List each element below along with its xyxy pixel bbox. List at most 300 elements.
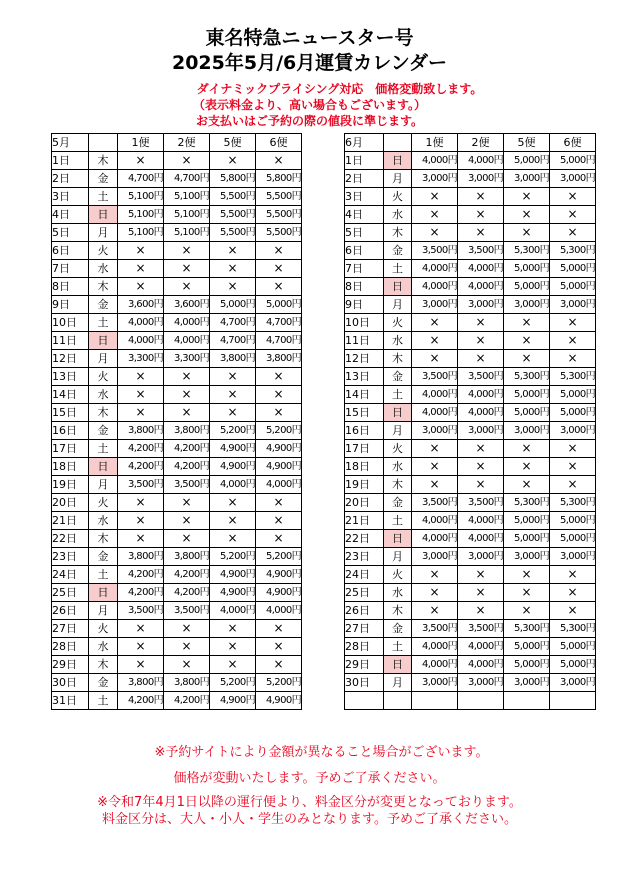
fare-cell: 3,000円 [412, 548, 458, 566]
weekday-header [89, 134, 118, 152]
table-row [345, 494, 596, 512]
empty-cell [550, 692, 596, 710]
weekday-cell: 金 [89, 296, 118, 314]
weekday-cell: 金 [89, 674, 118, 692]
day-cell: 12日 [345, 350, 384, 368]
table-row [345, 584, 596, 602]
fare-cell: × [256, 260, 302, 278]
fare-cell: × [210, 278, 256, 296]
weekday-cell: 金 [384, 242, 412, 260]
fare-cell: × [256, 386, 302, 404]
fare-cell: 4,000円 [458, 260, 504, 278]
day-cell: 1日 [345, 152, 384, 170]
fare-cell: 5,500円 [256, 188, 302, 206]
weekday-cell: 土 [384, 638, 412, 656]
bus-column-header: 5便 [210, 134, 256, 152]
fare-cell: 4,700円 [210, 332, 256, 350]
fare-cell: 3,500円 [412, 494, 458, 512]
fare-cell: 5,000円 [550, 278, 596, 296]
fare-cell: 5,000円 [550, 386, 596, 404]
table-row [345, 512, 596, 530]
day-cell: 9日 [345, 296, 384, 314]
day-cell: 20日 [52, 494, 89, 512]
pricing-note-2: （表示料金より、高い場合もございます。） [192, 98, 427, 112]
fare-cell: 4,000円 [412, 404, 458, 422]
weekday-cell: 日 [384, 278, 412, 296]
day-cell: 6日 [345, 242, 384, 260]
fare-cell: 4,000円 [458, 386, 504, 404]
fare-cell: 4,900円 [210, 584, 256, 602]
fare-cell: 4,000円 [118, 314, 164, 332]
fare-cell: × [164, 656, 210, 674]
table-row [345, 386, 596, 404]
fare-cell: × [504, 566, 550, 584]
fare-cell: 5,800円 [256, 170, 302, 188]
weekday-cell: 火 [89, 368, 118, 386]
fare-cell: × [550, 206, 596, 224]
fare-cell: × [550, 224, 596, 242]
day-cell: 24日 [52, 566, 89, 584]
day-cell: 16日 [52, 422, 89, 440]
fare-cell: × [164, 530, 210, 548]
may-fare-table [51, 133, 302, 710]
weekday-cell: 木 [89, 278, 118, 296]
weekday-cell: 土 [384, 260, 412, 278]
weekday-cell: 金 [384, 494, 412, 512]
calendar-title: 東名特急ニュースター号 [205, 27, 414, 49]
fare-cell: × [504, 458, 550, 476]
table-row [52, 314, 302, 332]
fare-cell: 4,000円 [118, 332, 164, 350]
fare-cell: × [412, 440, 458, 458]
fare-cell: 4,200円 [118, 584, 164, 602]
table-row [345, 368, 596, 386]
table-row [52, 602, 302, 620]
fare-cell: × [256, 656, 302, 674]
fare-cell: 3,600円 [118, 296, 164, 314]
fare-cell: 4,900円 [256, 458, 302, 476]
fare-cell: 4,000円 [256, 476, 302, 494]
day-cell: 8日 [52, 278, 89, 296]
day-cell: 23日 [345, 548, 384, 566]
table-row [345, 296, 596, 314]
fare-cell: × [550, 188, 596, 206]
fare-cell: × [210, 368, 256, 386]
day-cell: 25日 [52, 584, 89, 602]
fare-cell: × [164, 260, 210, 278]
fare-cell: 4,900円 [256, 566, 302, 584]
fare-cell: 3,500円 [164, 476, 210, 494]
fare-cell: × [118, 386, 164, 404]
fare-cell: × [458, 566, 504, 584]
fare-cell: × [458, 224, 504, 242]
fare-cell: 5,100円 [164, 188, 210, 206]
fare-cell: × [458, 314, 504, 332]
bus-column-header: 6便 [550, 134, 596, 152]
fare-cell: 4,900円 [210, 692, 256, 710]
weekday-cell: 日 [89, 332, 118, 350]
fare-cell: 4,000円 [164, 332, 210, 350]
fare-cell: × [550, 314, 596, 332]
fare-cell: × [504, 584, 550, 602]
table-row [52, 386, 302, 404]
fare-cell: 5,200円 [256, 422, 302, 440]
fare-cell: 5,800円 [210, 170, 256, 188]
month-label: 6月 [345, 134, 384, 152]
fare-cell: 3,800円 [118, 422, 164, 440]
fare-cell: 3,800円 [164, 422, 210, 440]
fare-cell: × [504, 224, 550, 242]
fare-cell: × [256, 620, 302, 638]
fare-cell: 4,200円 [164, 584, 210, 602]
table-row [345, 602, 596, 620]
weekday-cell: 日 [384, 152, 412, 170]
weekday-cell: 月 [89, 350, 118, 368]
fare-cell: 3,600円 [164, 296, 210, 314]
day-cell: 27日 [52, 620, 89, 638]
fare-cell: 5,500円 [210, 188, 256, 206]
weekday-cell: 木 [384, 476, 412, 494]
day-cell: 26日 [345, 602, 384, 620]
fare-cell: 3,000円 [458, 170, 504, 188]
weekday-cell: 月 [384, 296, 412, 314]
fare-cell: × [210, 260, 256, 278]
fare-cell: × [210, 242, 256, 260]
day-cell: 9日 [52, 296, 89, 314]
weekday-cell: 木 [384, 350, 412, 368]
table-row [52, 170, 302, 188]
weekday-cell: 月 [384, 170, 412, 188]
footer-note-2: 価格が変動いたします。予めご了承ください。 [173, 771, 446, 786]
day-cell: 23日 [52, 548, 89, 566]
footer-note-1: ※予約サイトにより金額が異なること場合がございます。 [154, 745, 489, 760]
day-cell: 10日 [52, 314, 89, 332]
fare-cell: 5,000円 [550, 530, 596, 548]
day-cell: 4日 [52, 206, 89, 224]
fare-cell: 5,000円 [504, 278, 550, 296]
table-row [52, 332, 302, 350]
table-header-row [52, 134, 302, 152]
day-cell: 30日 [345, 674, 384, 692]
fare-cell: × [118, 620, 164, 638]
fare-cell: 4,200円 [164, 440, 210, 458]
fare-cell: 3,800円 [256, 350, 302, 368]
weekday-cell: 水 [89, 260, 118, 278]
day-cell: 14日 [345, 386, 384, 404]
weekday-header [384, 134, 412, 152]
day-cell: 12日 [52, 350, 89, 368]
fare-cell: 5,100円 [118, 206, 164, 224]
fare-cell: 5,100円 [118, 224, 164, 242]
fare-cell: 4,700円 [164, 170, 210, 188]
weekday-cell: 土 [89, 440, 118, 458]
table-row [345, 278, 596, 296]
day-cell: 31日 [52, 692, 89, 710]
fare-cell: 4,000円 [412, 278, 458, 296]
fare-cell: 5,000円 [504, 386, 550, 404]
weekday-cell: 水 [384, 584, 412, 602]
table-row [345, 458, 596, 476]
fare-cell: × [458, 602, 504, 620]
table-row [345, 530, 596, 548]
table-row [52, 476, 302, 494]
fare-cell: 4,000円 [412, 512, 458, 530]
table-row [345, 656, 596, 674]
fare-cell: 5,500円 [210, 224, 256, 242]
weekday-cell: 土 [384, 386, 412, 404]
fare-cell: 3,000円 [412, 296, 458, 314]
fare-cell: 4,700円 [256, 314, 302, 332]
weekday-cell: 水 [384, 458, 412, 476]
fare-cell: 5,200円 [210, 548, 256, 566]
fare-cell: × [256, 368, 302, 386]
weekday-cell: 土 [384, 512, 412, 530]
table-row [52, 278, 302, 296]
table-row [52, 422, 302, 440]
fare-cell: 4,000円 [458, 656, 504, 674]
weekday-cell: 日 [384, 404, 412, 422]
weekday-cell: 木 [384, 602, 412, 620]
bus-column-header: 6便 [256, 134, 302, 152]
fare-cell: × [550, 602, 596, 620]
fare-cell: × [458, 350, 504, 368]
fare-cell: × [550, 332, 596, 350]
weekday-cell: 月 [384, 548, 412, 566]
day-cell: 13日 [345, 368, 384, 386]
weekday-cell: 日 [89, 206, 118, 224]
fare-cell: × [412, 584, 458, 602]
table-row [345, 224, 596, 242]
weekday-cell: 火 [89, 242, 118, 260]
table-row [345, 188, 596, 206]
weekday-cell: 月 [384, 422, 412, 440]
fare-cell: 3,000円 [458, 422, 504, 440]
fare-cell: × [256, 494, 302, 512]
table-row [52, 656, 302, 674]
fare-cell: × [210, 386, 256, 404]
table-row [52, 206, 302, 224]
pricing-note-1: ダイナミックプライシング対応 価格変動致します。 [196, 82, 483, 96]
day-cell: 5日 [345, 224, 384, 242]
fare-cell: × [118, 242, 164, 260]
table-row [345, 674, 596, 692]
fare-cell: × [210, 620, 256, 638]
fare-cell: × [210, 512, 256, 530]
table-row [52, 584, 302, 602]
fare-cell: 3,000円 [504, 296, 550, 314]
empty-cell [458, 692, 504, 710]
table-row [345, 620, 596, 638]
fare-cell: 5,200円 [256, 674, 302, 692]
day-cell: 24日 [345, 566, 384, 584]
table-row [345, 332, 596, 350]
fare-cell: × [550, 440, 596, 458]
weekday-cell: 水 [384, 332, 412, 350]
fare-cell: 3,500円 [458, 494, 504, 512]
table-row [345, 476, 596, 494]
fare-cell: 3,000円 [412, 170, 458, 188]
fare-cell: 3,800円 [210, 350, 256, 368]
day-cell: 1日 [52, 152, 89, 170]
footer-note-3: ※令和7年4月1日以降の運行便より、料金区分が変更となっております。 [97, 795, 522, 810]
fare-cell: × [118, 656, 164, 674]
day-cell: 22日 [345, 530, 384, 548]
fare-cell: 4,000円 [458, 512, 504, 530]
day-cell: 16日 [345, 422, 384, 440]
fare-cell: × [118, 638, 164, 656]
fare-cell: × [458, 584, 504, 602]
fare-cell: × [412, 332, 458, 350]
fare-cell: 5,300円 [550, 620, 596, 638]
fare-cell: 4,900円 [256, 440, 302, 458]
fare-cell: 3,000円 [412, 674, 458, 692]
fare-cell: × [256, 530, 302, 548]
table-row [345, 440, 596, 458]
fare-cell: × [118, 260, 164, 278]
fare-cell: 5,000円 [504, 530, 550, 548]
june-fare-table [344, 133, 596, 710]
weekday-cell: 木 [384, 224, 412, 242]
fare-cell: 4,200円 [164, 566, 210, 584]
fare-cell: × [256, 278, 302, 296]
fare-cell: 5,200円 [210, 422, 256, 440]
fare-cell: 5,000円 [256, 296, 302, 314]
day-cell: 28日 [345, 638, 384, 656]
fare-cell: × [504, 314, 550, 332]
table-row [52, 224, 302, 242]
day-cell: 3日 [52, 188, 89, 206]
fare-cell: 5,000円 [550, 404, 596, 422]
weekday-cell: 火 [384, 314, 412, 332]
fare-cell: × [504, 332, 550, 350]
weekday-cell: 火 [384, 440, 412, 458]
empty-cell [412, 692, 458, 710]
fare-cell: 4,000円 [412, 260, 458, 278]
day-cell: 8日 [345, 278, 384, 296]
day-cell: 28日 [52, 638, 89, 656]
fare-cell: 5,300円 [504, 620, 550, 638]
weekday-cell: 土 [89, 566, 118, 584]
fare-cell: × [256, 512, 302, 530]
fare-cell: × [164, 638, 210, 656]
weekday-cell: 火 [89, 494, 118, 512]
weekday-cell: 月 [89, 476, 118, 494]
fare-cell: 3,300円 [118, 350, 164, 368]
fare-cell: 4,200円 [118, 440, 164, 458]
fare-cell: × [256, 242, 302, 260]
fare-cell: 4,200円 [118, 566, 164, 584]
fare-cell: × [164, 278, 210, 296]
weekday-cell: 月 [89, 224, 118, 242]
fare-cell: 5,500円 [210, 206, 256, 224]
fare-cell: 4,000円 [458, 638, 504, 656]
weekday-cell: 金 [89, 548, 118, 566]
weekday-cell: 木 [89, 530, 118, 548]
table-row [52, 440, 302, 458]
table-row [52, 260, 302, 278]
fare-cell: × [550, 350, 596, 368]
fare-cell: × [412, 350, 458, 368]
fare-cell: 3,500円 [412, 368, 458, 386]
day-cell: 18日 [52, 458, 89, 476]
fare-cell: 4,200円 [164, 458, 210, 476]
day-cell: 25日 [345, 584, 384, 602]
table-row [52, 350, 302, 368]
empty-cell [384, 692, 412, 710]
weekday-cell: 土 [89, 188, 118, 206]
fare-cell: 3,000円 [550, 170, 596, 188]
fare-cell: 5,000円 [504, 512, 550, 530]
table-row [52, 296, 302, 314]
fare-cell: 4,000円 [458, 152, 504, 170]
fare-cell: 5,000円 [504, 260, 550, 278]
day-cell: 4日 [345, 206, 384, 224]
fare-cell: 4,700円 [256, 332, 302, 350]
day-cell: 17日 [52, 440, 89, 458]
fare-cell: × [118, 152, 164, 170]
day-cell: 15日 [345, 404, 384, 422]
fare-cell: 4,200円 [118, 692, 164, 710]
fare-cell: × [412, 224, 458, 242]
fare-cell: 3,500円 [164, 602, 210, 620]
fare-cell: × [412, 602, 458, 620]
fare-cell: 3,000円 [458, 296, 504, 314]
fare-cell: 4,900円 [210, 458, 256, 476]
table-row [52, 638, 302, 656]
fare-cell: × [118, 512, 164, 530]
fare-cell: 3,800円 [164, 548, 210, 566]
fare-cell: 4,200円 [118, 458, 164, 476]
fare-cell: × [550, 458, 596, 476]
table-header-row [345, 134, 596, 152]
fare-cell: 3,500円 [412, 242, 458, 260]
table-row [52, 692, 302, 710]
day-cell: 11日 [52, 332, 89, 350]
fare-cell: 3,000円 [504, 548, 550, 566]
footer-note-4: 料金区分は、大人・小人・学生のみとなります。予めご了承ください。 [102, 812, 517, 827]
day-cell: 20日 [345, 494, 384, 512]
empty-cell [504, 692, 550, 710]
fare-cell: 4,000円 [458, 404, 504, 422]
fare-cell: × [164, 242, 210, 260]
weekday-cell: 木 [89, 152, 118, 170]
fare-cell: 4,200円 [164, 692, 210, 710]
table-row [345, 350, 596, 368]
fare-cell: 4,900円 [256, 692, 302, 710]
fare-cell: 3,000円 [550, 422, 596, 440]
day-cell: 10日 [345, 314, 384, 332]
fare-cell: 3,000円 [550, 296, 596, 314]
fare-cell: 4,000円 [412, 530, 458, 548]
fare-cell: 5,000円 [550, 512, 596, 530]
weekday-cell: 日 [384, 656, 412, 674]
fare-cell: 3,000円 [412, 422, 458, 440]
table-row [52, 494, 302, 512]
weekday-cell: 水 [89, 638, 118, 656]
fare-cell: 5,000円 [550, 260, 596, 278]
day-cell: 18日 [345, 458, 384, 476]
calendar-subtitle: 2025年5月/6月運賃カレンダー [171, 52, 448, 74]
fare-cell: × [550, 584, 596, 602]
fare-cell: × [504, 476, 550, 494]
pricing-note-3: お支払いはご予約の際の値段に準じます。 [195, 114, 424, 128]
day-cell: 22日 [52, 530, 89, 548]
fare-cell: × [412, 206, 458, 224]
fare-cell: 3,500円 [118, 602, 164, 620]
fare-cell: 5,300円 [550, 494, 596, 512]
table-row [52, 458, 302, 476]
table-row [52, 548, 302, 566]
